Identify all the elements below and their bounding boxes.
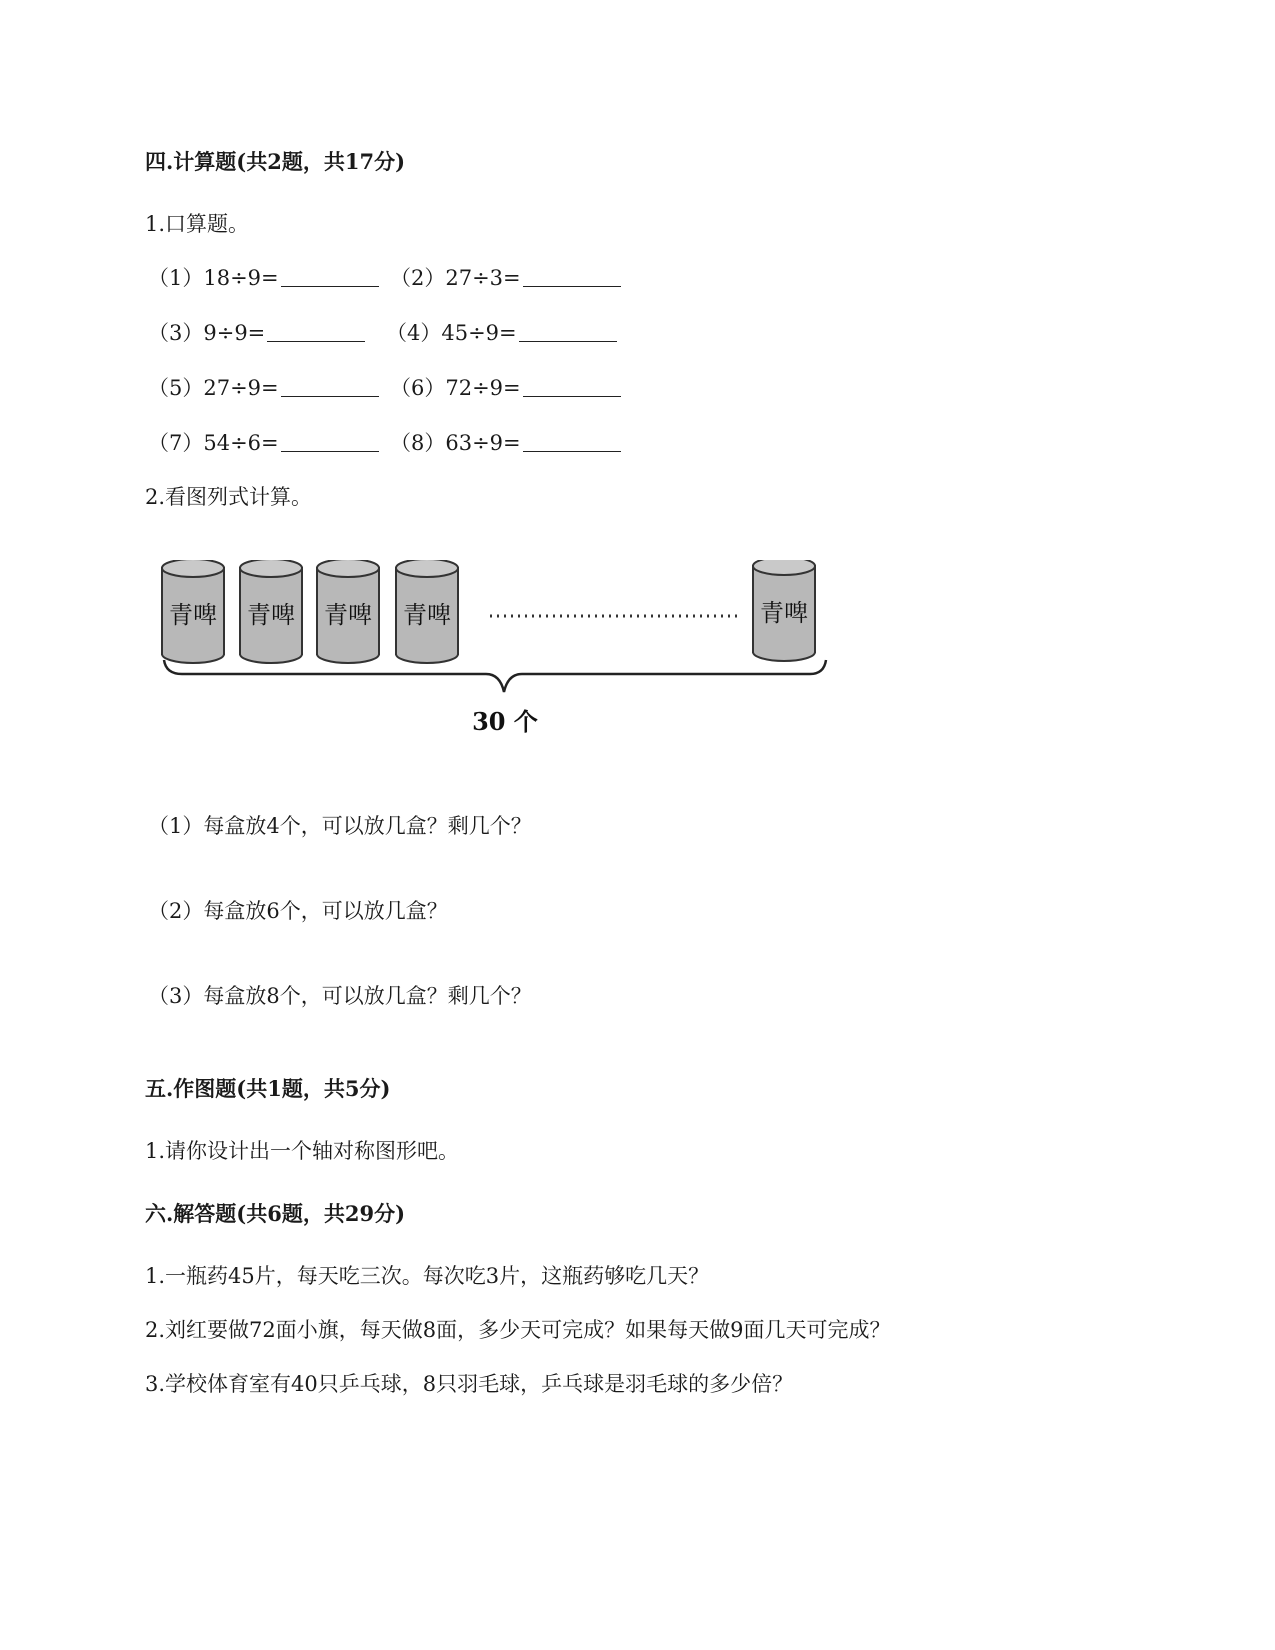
calc-item-7: （7）54÷6= [148, 427, 379, 457]
answer-blank[interactable] [281, 449, 379, 452]
answer-blank[interactable] [281, 394, 379, 397]
beer-can-1 [162, 560, 224, 663]
sub-question-3: （3）每盒放8个，可以放几盒？剩几个？ [148, 984, 532, 1008]
answer-blank[interactable] [281, 284, 379, 287]
beer-can-4 [396, 560, 458, 663]
answer-blank[interactable] [523, 284, 621, 287]
section-heading-4: 四.计算题(共2题，共17分) [145, 149, 406, 174]
answer-blank[interactable] [519, 339, 617, 342]
beer-cans-figure [160, 560, 840, 750]
answer-blank[interactable] [523, 394, 621, 397]
can-label: 青啤 [403, 601, 451, 629]
section-heading-6: 六.解答题(共6题，共29分) [145, 1201, 406, 1226]
beer-can-2 [240, 560, 302, 663]
question-title-2: 2.看图列式计算。 [145, 485, 313, 509]
answer-blank[interactable] [523, 449, 621, 452]
calc-item-2: （2）27÷3= [390, 262, 621, 292]
word-problem-1: 1.一瓶药45片，每天吃三次。每次吃3片，这瓶药够吃几天？ [145, 1264, 710, 1288]
question-title-1: 1.口算题。 [145, 212, 250, 236]
calc-item-1: （1）18÷9= [148, 262, 379, 292]
calc-item-8: （8）63÷9= [390, 427, 621, 457]
beer-can-3 [317, 560, 379, 663]
word-problem-2: 2.刘红要做72面小旗，每天做8面，多少天可完成？如果每天做9面几天可完成？ [145, 1318, 891, 1342]
sub-question-2: （2）每盒放6个，可以放几盒？ [148, 899, 448, 923]
calc-item-4: （4）45÷9= [386, 317, 617, 347]
calc-item-6: （6）72÷9= [390, 372, 621, 402]
beer-can-5 [753, 560, 815, 661]
calc-item-5: （5）27÷9= [148, 372, 379, 402]
answer-blank[interactable] [267, 339, 365, 342]
word-problem-3: 3.学校体育室有40只乒乓球，8只羽毛球，乒乓球是羽毛球的多少倍？ [145, 1372, 794, 1396]
can-label: 青啤 [760, 599, 808, 627]
drawing-question-1: 1.请你设计出一个轴对称图形吧。 [145, 1139, 460, 1163]
can-label: 青啤 [247, 601, 295, 629]
can-label: 青啤 [324, 601, 372, 629]
can-label: 青啤 [169, 601, 217, 629]
curly-brace [164, 660, 826, 692]
section-heading-5: 五.作图题(共1题，共5分) [145, 1076, 391, 1101]
sub-question-1: （1）每盒放4个，可以放几盒？剩几个？ [148, 814, 532, 838]
total-label: 30 个 [472, 707, 538, 736]
calc-item-3: （3）9÷9= [148, 317, 365, 347]
